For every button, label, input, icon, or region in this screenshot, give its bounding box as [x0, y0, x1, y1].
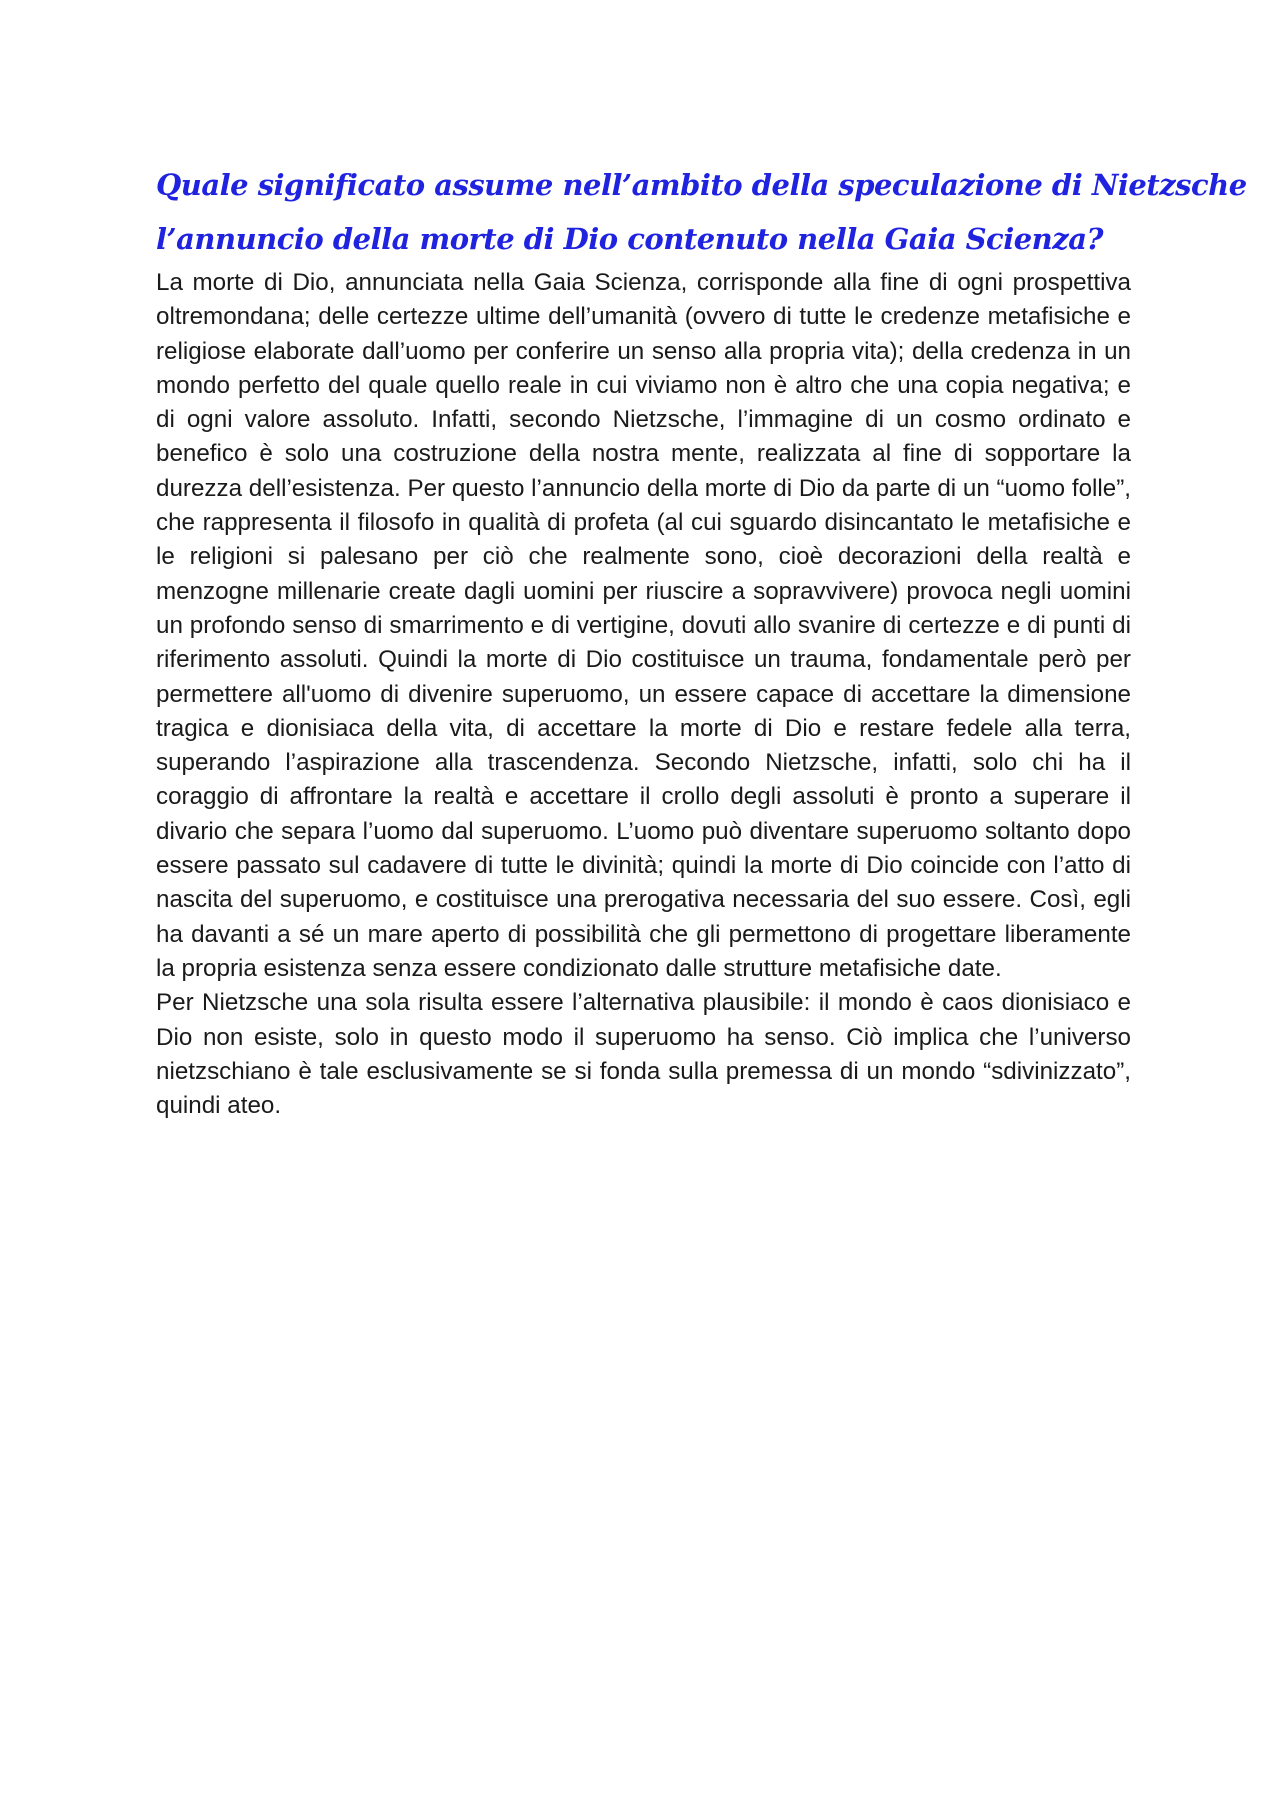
paragraph-1: La morte di Dio, annunciata nella Gaia Scienza, corrisponde alla fine di ogni prospettiva oltremondana; delle certezze ultime dell’umanità (ovvero di tutte le credenze metafisiche e religiose elaborate dall’uomo per conferire un senso alla propria vita); della credenza in un mondo perfetto del quale quello reale in cui viviamo non è altro che una copia negativa; e di ogni valore assoluto. Infatti, secondo Nietzsche, l’immagine di un cosmo ordinato e benefico è solo una costruzione della nostra mente, realizzata al fine di sopportare la durezza dell’esistenza. Per questo l’annuncio della morte di Dio da parte di un “uomo folle”, che rappresenta il filosofo in qualità di profeta (al cui sguardo disincantato le metafisiche e le religioni si palesano per ciò che realmente sono, cioè decorazioni della realtà e menzogne millenarie create dagli uomini per riuscire a sopravvivere) provoca negli uomini un profondo senso di smarrimento e di vertigine, dovuti allo svanire di certezze e di punti di riferimento assoluti. Quindi la morte di Dio costituisce un trauma, fondamentale però per permettere all'uomo di divenire superuomo, un essere capace di accettare la dimensione tragica e dionisiaca della vita, di accettare la morte di Dio e restare fedele alla terra, superando l’aspirazione alla trascendenza. Secondo Nietzsche, infatti, solo chi ha il coraggio di affrontare la realtà e accettare il crollo degli assoluti è pronto a superare il divario che separa l’uomo dal superuomo. L’uomo può diventare superuomo soltanto dopo essere passato sul cadavere di tutte le divinità; quindi la morte di Dio coincide con l’atto di nascita del superuomo, e costituisce una prerogativa necessaria del suo essere. Così, egli ha davanti a sé un mare aperto di possibilità che gli permettono di progettare liberamente la propria esistenza senza essere condizionato dalle strutture metafisiche date.	[156, 269, 1131, 982]
title-line-1: Quale significato assume nell’ambito della speculazione di Nietzsche	[156, 168, 1247, 202]
document-title	[156, 158, 1247, 266]
paragraph-2: Per Nietzsche una sola risulta essere l’alternativa plausibile: il mondo è caos dionisiaco e Dio non esiste, solo in questo modo il superuomo ha senso. Ciò implica che l’universo nietzschiano è tale esclusivamente se si fonda sulla premessa di un mondo “sdivinizzato”, quindi ateo.	[156, 989, 1131, 1120]
title-line-2: l’annuncio della morte di Dio contenuto nella Gaia Scienza?	[156, 222, 1103, 256]
document-content	[156, 158, 1247, 1123]
